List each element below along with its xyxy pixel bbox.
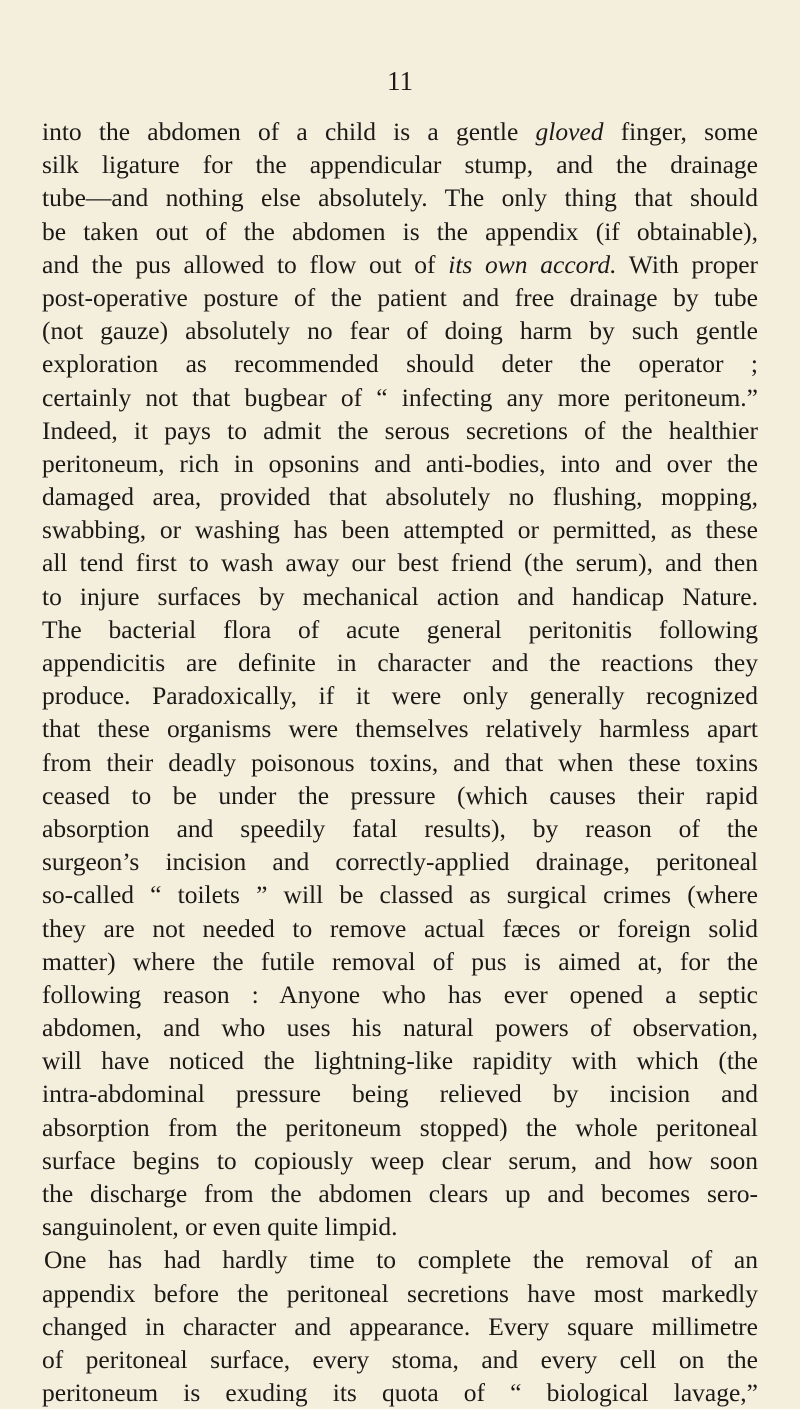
text-line: of peritoneal surface, every stoma, and every cell on the [42, 1344, 758, 1374]
text-line: intra-abdominal pressure being relieved by incision and [42, 1079, 758, 1109]
text-line: appendicitis are definite in character and the reactions they [42, 648, 758, 677]
text-line: certainly not that bugbear of “ infecting any more peritoneum.” [42, 382, 758, 412]
text-line: silk ligature for the appendicular stump, and the drainage [42, 150, 758, 180]
text-line: peritoneum is exuding its quota of “ biological lavage,” [42, 1378, 758, 1408]
text-line: absorption from the peritoneum stopped) the whole peritoneal [42, 1112, 758, 1142]
text-line: changed in character and appearance. Every square millimetre [42, 1311, 758, 1341]
text-line: matter) where the futile removal of pus is aimed at, for the [42, 946, 758, 976]
text-line: be taken out of the abdomen is the appendix (if obtainable), [42, 216, 758, 246]
italic-text: gloved [535, 117, 604, 146]
text-line: abdomen, and who uses his natural powers of observation, [42, 1013, 758, 1043]
text-line: Indeed, it pays to admit the serous secretions of the healthier [42, 415, 758, 445]
text-line: surface begins to copiously weep clear serum, and how soon [42, 1145, 758, 1175]
text-line: so-called “ toilets ” will be classed as surgical crimes (where [42, 880, 758, 910]
text-line: ceased to be under the pressure (which causes their rapid [42, 780, 758, 810]
text-line: sanguinolent, or even quite limpid. [42, 1212, 398, 1242]
text-line: that these organisms were themselves relatively harmless apart [42, 714, 758, 744]
text-line: The bacterial flora of acute general peritonitis following [42, 614, 758, 644]
text-line: exploration as recommended should deter the operator ; [42, 349, 758, 379]
text-line: (not gauze) absolutely no fear of doing harm by such gentle [42, 316, 758, 346]
text-line: surgeon’s incision and correctly-applied drainage, peritoneal [42, 847, 758, 877]
text-line: will have noticed the lightning-like rapidity with which (the [42, 1046, 758, 1076]
text-line: the discharge from the abdomen clears up and becomes sero- [42, 1179, 758, 1208]
text-line: they are not needed to remove actual fæces or foreign solid [42, 913, 758, 943]
text-line: produce. Paradoxically, if it were only generally recognized [42, 681, 758, 711]
italic-text: its own accord. [448, 249, 617, 279]
text-line: from their deadly poisonous toxins, and that when these toxins [42, 747, 758, 777]
text-line: absorption and speedily fatal results), by reason of the [42, 813, 758, 843]
text-line: tube—and nothing else absolutely. The only thing that should [42, 183, 758, 213]
text-line: post-operative posture of the patient and free drainage by tube [42, 282, 758, 312]
text-line: into the abdomen of a child is a gentle gloved finger, some [42, 117, 758, 146]
body-text [42, 115, 758, 1409]
page-number: 11 [387, 66, 413, 96]
text-line: appendix before the peritoneal secretions have most markedly [42, 1278, 758, 1308]
text-line: and the pus allowed to flow out of its own accord. With proper [42, 249, 759, 279]
text-line: to injure surfaces by mechanical action and handicap Nature. [42, 581, 758, 611]
text-line: One has had hardly time to complete the removal of an [44, 1245, 758, 1275]
text-line: swabbing, or washing has been attempted or permitted, as these [42, 515, 758, 545]
text-line: peritoneum, rich in opsonins and anti-bodies, into and over the [42, 448, 758, 478]
text-line: damaged area, provided that absolutely no flushing, mopping, [42, 482, 758, 512]
text-line: following reason : Anyone who has ever opened a septic [42, 979, 758, 1009]
text-line: all tend first to wash away our best friend (the serum), and then [42, 548, 758, 578]
